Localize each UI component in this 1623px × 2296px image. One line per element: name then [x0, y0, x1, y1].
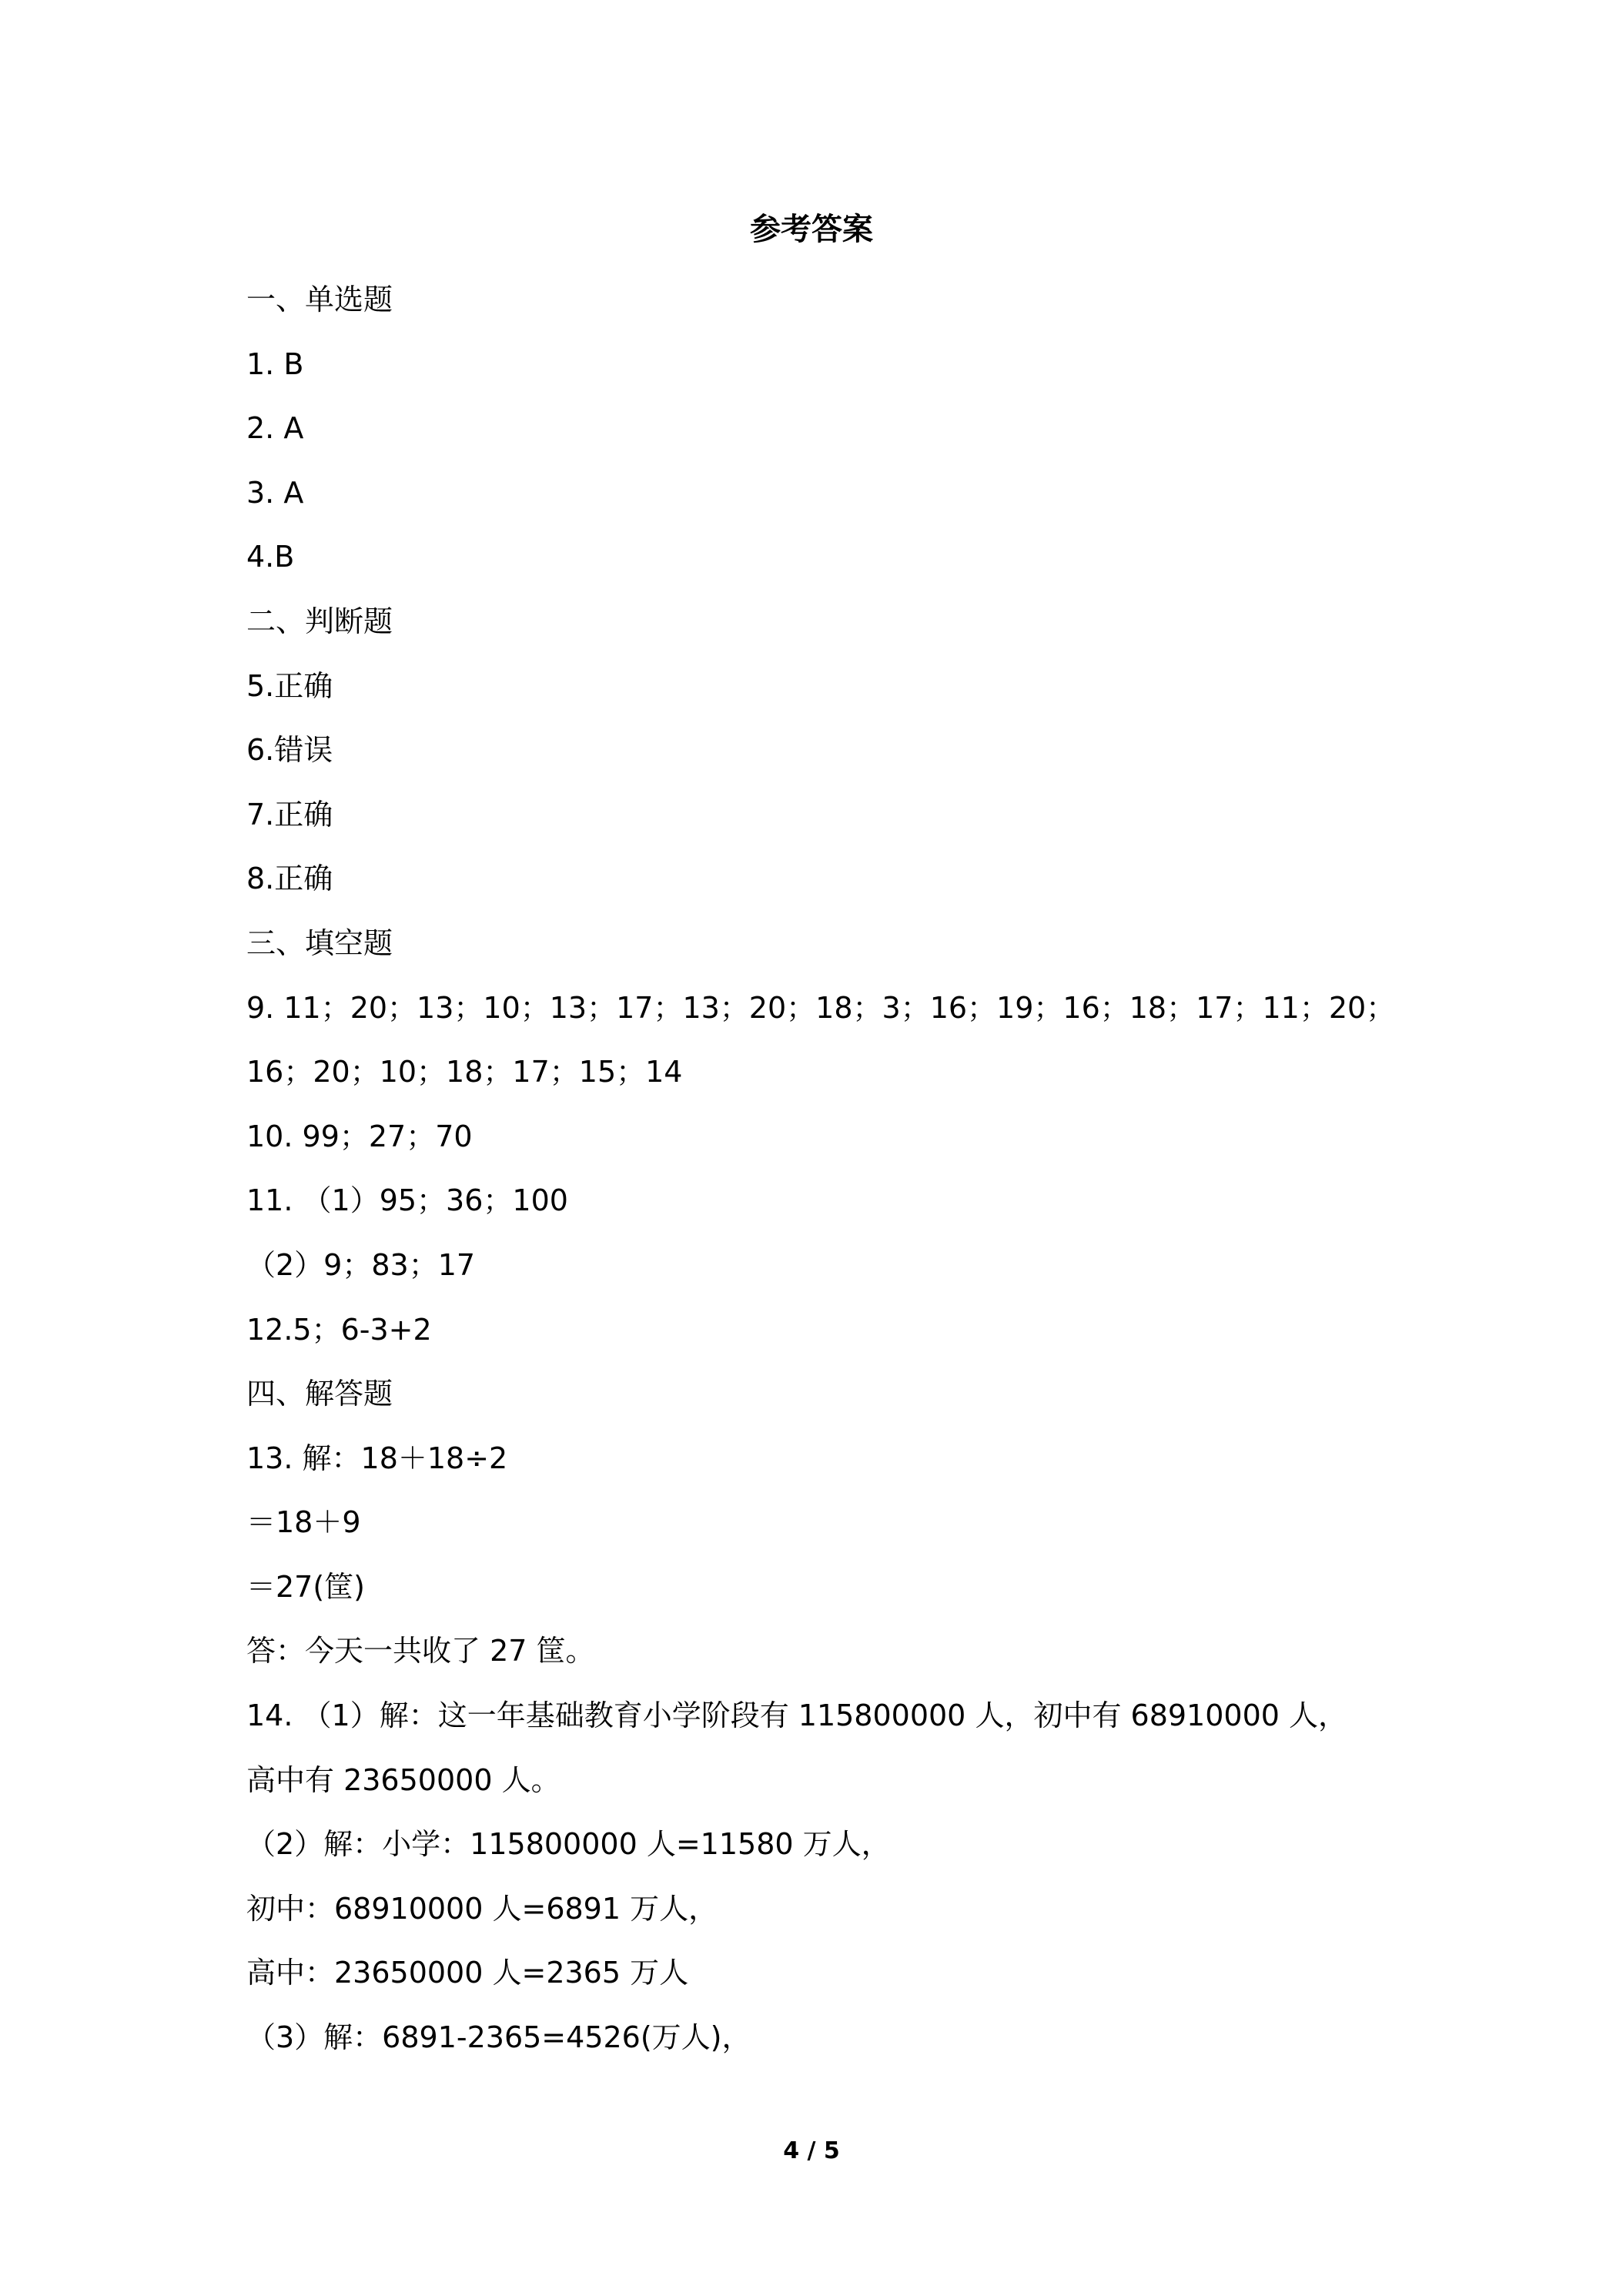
section-heading-true-false: 二、判断题	[246, 604, 393, 638]
answer-line: 8.正确	[246, 862, 333, 896]
answer-line: 2. A	[246, 411, 304, 446]
page-number: 4 / 5	[783, 2137, 840, 2164]
answer-line: 6.错误	[246, 733, 333, 768]
section-heading-solutions: 四、解答题	[246, 1377, 393, 1411]
answer-list	[246, 268, 1447, 2070]
answer-line: 初中：68910000 人=6891 万人，	[246, 1891, 718, 1926]
answer-line: 14. （1）解：这一年基础教育小学阶段有 115800000 人，初中有 68910000 人，	[246, 1699, 1348, 1733]
answer-line: ＝27(筐)	[246, 1569, 366, 1604]
answer-line: 高中：23650000 人=2365 万人	[246, 1956, 689, 1990]
page-title: 参考答案	[750, 212, 873, 247]
answer-line: （2）解：小学：115800000 人=11580 万人，	[246, 1827, 891, 1862]
section-heading-single-choice: 一、单选题	[246, 283, 393, 316]
answer-line: 13. 解：18＋18÷2	[246, 1441, 508, 1475]
section-heading-fill-blank: 三、填空题	[246, 925, 393, 960]
answer-line: 11. （1）95；36；100	[246, 1183, 568, 1218]
answer-line: 1. B	[246, 346, 304, 381]
answer-line: 5.正确	[246, 668, 333, 703]
answer-line: 答：今天一共收了 27 筐。	[246, 1634, 595, 1668]
answer-line: 7.正确	[246, 797, 333, 832]
answer-line: （2）9；83；17	[246, 1247, 476, 1282]
answer-line: 3. A	[246, 475, 304, 510]
answer-line: 16；20；10；18；17；15；14	[246, 1055, 683, 1089]
answer-line: （3）解：6891-2365=4526(万人)，	[246, 2020, 751, 2055]
answer-line: ＝18＋9	[246, 1505, 361, 1540]
answer-line: 12.5；6-3+2	[246, 1312, 432, 1347]
answer-line: 9. 11；20；13；10；13；17；13；20；18；3；16；19；16；18；17；11；20；	[246, 990, 1396, 1025]
answer-line: 4.B	[246, 540, 295, 574]
answer-line: 10. 99；27；70	[246, 1119, 473, 1153]
answer-line: 高中有 23650000 人。	[246, 1762, 561, 1797]
